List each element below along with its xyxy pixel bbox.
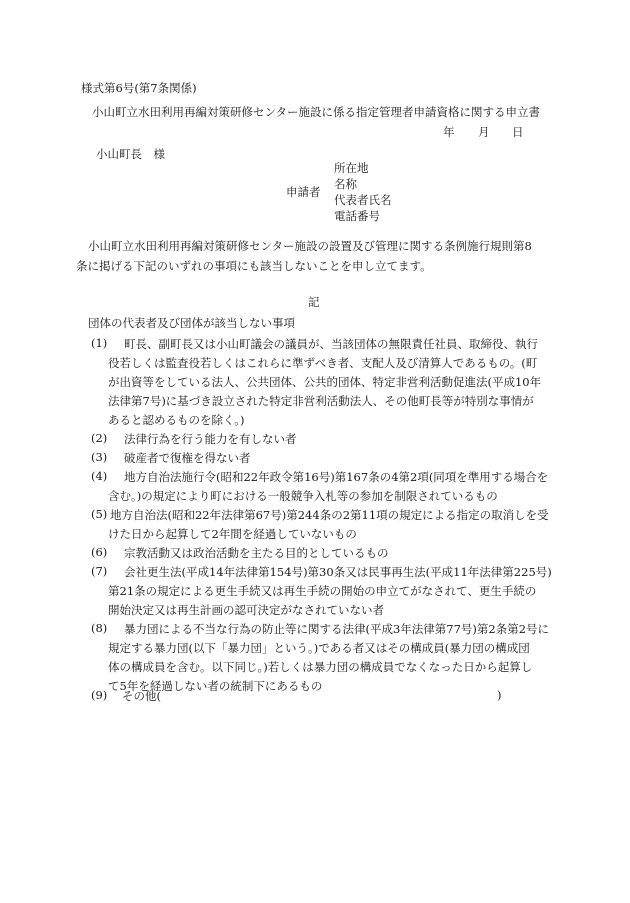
item-1-line-3: が出資等をしている法人、公共団体、公共的団体、特定非営利活動促進法(平成10年 xyxy=(108,375,542,389)
item-8-line-1: 暴力団による不当な行為の防止等に関する法律(平成3年法律第77号)第2条第2号に xyxy=(124,622,550,636)
item-1-line-4: 法律第7号)に基づき設立された特定非営利活動法人、その他町長等が特別な事情が xyxy=(108,394,534,408)
item-6-line-1: 宗教活動又は政治活動を主たる目的としているもの xyxy=(124,546,389,560)
item-2-line-1: 法律行為を行う能力を有しない者 xyxy=(124,432,297,446)
item-1-line-5: あると認めるものを除く。) xyxy=(108,413,245,427)
item-number-3: (3) xyxy=(91,450,108,464)
ki-mark: 記 xyxy=(308,295,320,309)
item-number-4: (4) xyxy=(91,469,108,483)
item-5-line-2: けた日から起算して2年間を経過していないもの xyxy=(108,527,357,541)
item-4-line-2: 含む。)の規定により町における一般競争入札等の参加を制限されているもの xyxy=(108,489,498,503)
addressee: 小山町長 様 xyxy=(96,147,165,161)
item-number-6: (6) xyxy=(91,545,108,559)
applicant-field-address: 所在地 xyxy=(334,161,369,175)
item-7-line-2: 第21条の規定による更生手続又は再生手続の開始の申立てがなされて、更生手続の xyxy=(108,584,537,598)
item-8-line-4: て5年を経過しない者の統制下にあるもの xyxy=(108,679,323,693)
applicant-field-representative: 代表者氏名 xyxy=(334,193,392,207)
declaration-line-1: 小山町立水田利用再編対策研修センター施設の設置及び管理に関する条例施行規則第8 xyxy=(88,239,532,253)
items-heading: 団体の代表者及び団体が該当しない事項 xyxy=(88,316,295,330)
item-1-line-1: 町長、副町長又は小山町議会の議員が、当該団体の無限責任社員、取締役、執行 xyxy=(124,337,538,351)
item-number-2: (2) xyxy=(91,431,108,445)
applicant-label: 申請者 xyxy=(286,185,321,199)
item-7-line-1: 会社更生法(平成14年法律第154号)第30条又は民事再生法(平成11年法律第225号) xyxy=(124,565,552,579)
document-title: 小山町立水田利用再編対策研修センター施設に係る指定管理者申請資格に関する申立書 xyxy=(92,105,541,119)
declaration-line-2: 条に掲げる下記のいずれの事項にも該当しないことを申し立てます。 xyxy=(76,259,432,273)
date-year-label: 年 xyxy=(443,125,455,139)
item-number-5: (5) xyxy=(91,507,108,521)
item-9-line-1: その他( xyxy=(122,689,161,703)
item-number-9: (9) xyxy=(91,688,108,702)
item-8-line-3: 体の構成員を含む。以下同じ。)若しくは暴力団の構成員でなくなった日から起算し xyxy=(108,660,533,674)
item-number-8: (8) xyxy=(91,621,108,635)
date-month-label: 月 xyxy=(478,125,490,139)
item-4-line-1: 地方自治法施行令(昭和22年政令第16号)第167条の4第2項(同項を準用する場合を xyxy=(124,470,549,484)
item-5-line-1: 地方自治法(昭和22年法律第67号)第244条の2第11項の規定による指定の取消しを受 xyxy=(110,508,549,522)
applicant-field-phone: 電話番号 xyxy=(334,209,380,223)
item-9-closing: ) xyxy=(497,688,502,702)
item-8-line-2: 規定する暴力団(以下「暴力団」という。)である者又はその構成員(暴力団の構成団 xyxy=(108,641,530,655)
item-number-1: (1) xyxy=(91,336,108,350)
applicant-field-name: 名称 xyxy=(334,177,357,191)
item-1-line-2: 役若しくは監査役若しくはこれらに準ずべき者、支配人及び清算人であるもの。(町 xyxy=(108,356,538,370)
form-number: 様式第6号(第7条関係) xyxy=(81,81,197,95)
item-number-7: (7) xyxy=(91,564,108,578)
date-day-label: 日 xyxy=(512,125,524,139)
item-3-line-1: 破産者で復権を得ない者 xyxy=(124,451,251,465)
item-7-line-3: 開始決定又は再生計画の認可決定がなされていない者 xyxy=(108,603,384,617)
applicant-fields xyxy=(334,160,392,224)
